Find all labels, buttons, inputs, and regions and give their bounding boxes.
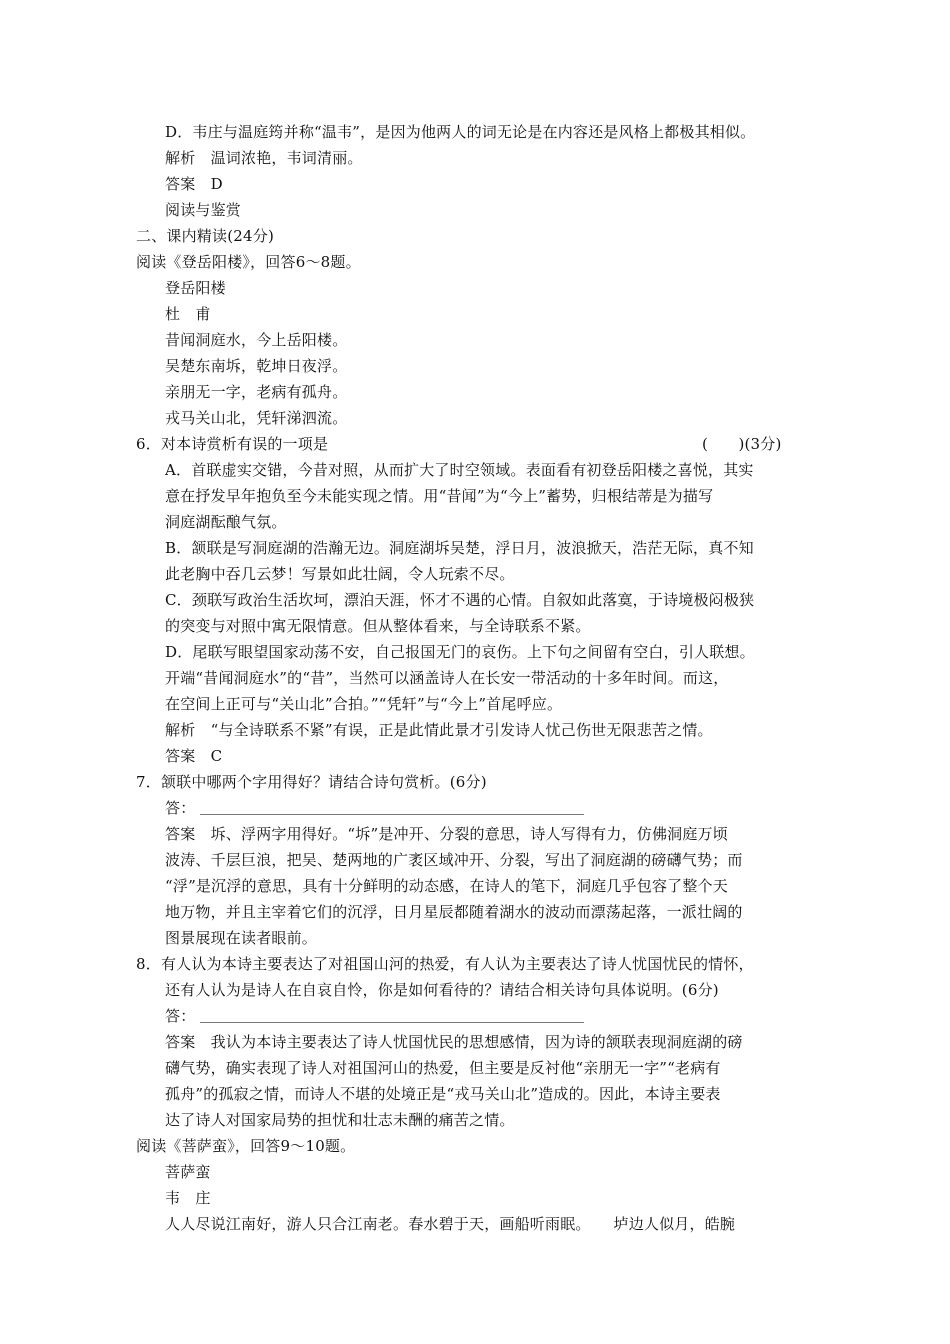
answer-text-line: 图景展现在读者眼前。 <box>165 929 318 947</box>
option-d-line: D．韦庄与温庭筠并称“温韦”，是因为他两人的词无论是在内容还是风格上都极其相似。 <box>165 123 756 141</box>
option-a-line: 意在抒发早年抱负至今未能实现之情。用“昔闻”为“今上”蓄势，归根结蒂是为描写 <box>165 487 714 505</box>
option-d-line: D．尾联写眼望国家动荡不安，自己报国无门的哀伤。上下句之间留有空白，引人联想。 <box>165 643 755 661</box>
reading-instruction: 阅读《登岳阳楼》，回答6～8题。 <box>136 253 361 271</box>
poem-author: 韦 庄 <box>165 1189 211 1207</box>
poem-line: 戎马关山北，凭轩涕泗流。 <box>165 409 348 427</box>
question-8: 8．有人认为本诗主要表达了对祖国山河的热爱，有人认为主要表达了诗人忧国忧民的情怀， <box>136 955 754 973</box>
option-a-line: 洞庭湖酝酿气氛。 <box>165 513 287 531</box>
answer-prompt: 答： <box>165 1007 196 1025</box>
option-d-line: 在空间上正可与“关山北”合拍。”“凭轩”与“今上”首尾呼应。 <box>165 695 563 713</box>
poem-author: 杜 甫 <box>165 305 211 323</box>
poem-title: 登岳阳楼 <box>165 279 226 297</box>
option-b-line: B．颔联是写洞庭湖的浩瀚无边。洞庭湖坼吴楚，浮日月，波浪掀天，浩茫无际，真不知 <box>165 539 754 557</box>
question-7: 7．颔联中哪两个字用得好？请结合诗句赏析。(6分) <box>136 773 487 791</box>
answer-text-line: 礴气势，确实表现了诗人对祖国河山的热爱，但主要是反衬他“亲朋无一字”“老病有 <box>165 1059 721 1077</box>
option-a-line: A．首联虚实交错，今昔对照，从而扩大了时空领域。表面看有初登岳阳楼之喜悦，其实 <box>165 461 754 479</box>
answer-text-line: 达了诗人对国家局势的担忧和壮志未酬的痛苦之情。 <box>165 1111 515 1129</box>
answer-line: 答案 C <box>165 747 223 765</box>
analysis-line: 解析 “与全诗联系不紧”有误，正是此情此景才引发诗人忧己伤世无限悲苦之情。 <box>165 721 713 739</box>
answer-text-line: 答案 我认为本诗主要表达了诗人忧国忧民的思想感情，因为诗的颔联表现洞庭湖的磅 <box>165 1033 743 1051</box>
poem-line: 亲朋无一字，老病有孤舟。 <box>165 383 348 401</box>
answer-text-line: “浮”是沉浮的意思，具有十分鲜明的动态感，在诗人的笔下，洞庭几乎包容了整个天 <box>165 877 728 895</box>
answer-blank-line <box>200 814 584 815</box>
answer-text-line: 孤舟”的孤寂之情，而诗人不堪的处境正是“戎马关山北”造成的。因此，本诗主要表 <box>165 1085 721 1103</box>
option-c-line: 的突变与对照中寓无限情意。但从整体看来，与全诗联系不紧。 <box>165 617 591 635</box>
poem-line: 吴楚东南坼，乾坤日夜浮。 <box>165 357 348 375</box>
answer-text-line: 地万物，并且主宰着它们的沉浮，日月星辰都随着湖水的波动而漂荡起落，一派壮阔的 <box>165 903 743 921</box>
poem-line: 人人尽说江南好，游人只合江南老。春水碧于天，画船听雨眠。 垆边人似月，皓腕 <box>165 1215 736 1233</box>
answer-prompt: 答： <box>165 799 196 817</box>
question-6: 6．对本诗赏析有误的一项是 <box>136 435 329 453</box>
option-b-line: 此老胸中吞几云梦！写景如此壮阔，令人玩索不尽。 <box>165 565 515 583</box>
poem-line: 昔闻洞庭水，今上岳阳楼。 <box>165 331 348 349</box>
answer-text-line: 波涛、千层巨浪，把吴、楚两地的广袤区域冲开、分裂，写出了洞庭湖的磅礴气势；而 <box>165 851 743 869</box>
reading-instruction: 阅读《菩萨蛮》，回答9～10题。 <box>136 1137 356 1155</box>
poem-title: 菩萨蛮 <box>165 1163 211 1181</box>
question-8-line: 还有人认为是诗人在自哀自怜，你是如何看待的？请结合相关诗句具体说明。(6分) <box>165 981 719 999</box>
answer-text-line: 答案 坼、浮两字用得好。“坼”是冲开、分裂的意思，诗人写得有力，仿佛洞庭万顷 <box>165 825 728 843</box>
answer-line: 答案 D <box>165 175 223 193</box>
analysis-line: 解析 温词浓艳，韦词清丽。 <box>165 149 363 167</box>
option-c-line: C．颈联写政治生活坎坷，漂泊天涯，怀才不遇的心情。自叙如此落寞，于诗境极闷极狭 <box>165 591 755 609</box>
option-d-line: 开端“昔闻洞庭水”的“昔”，当然可以涵盖诗人在长安一带活动的十多年时间。而这， <box>165 669 729 687</box>
section-title: 二、课内精读(24分) <box>136 227 274 245</box>
question-6-score: ( )(3分) <box>702 435 782 453</box>
answer-blank-line <box>200 1022 584 1023</box>
section-heading: 阅读与鉴赏 <box>165 201 242 219</box>
